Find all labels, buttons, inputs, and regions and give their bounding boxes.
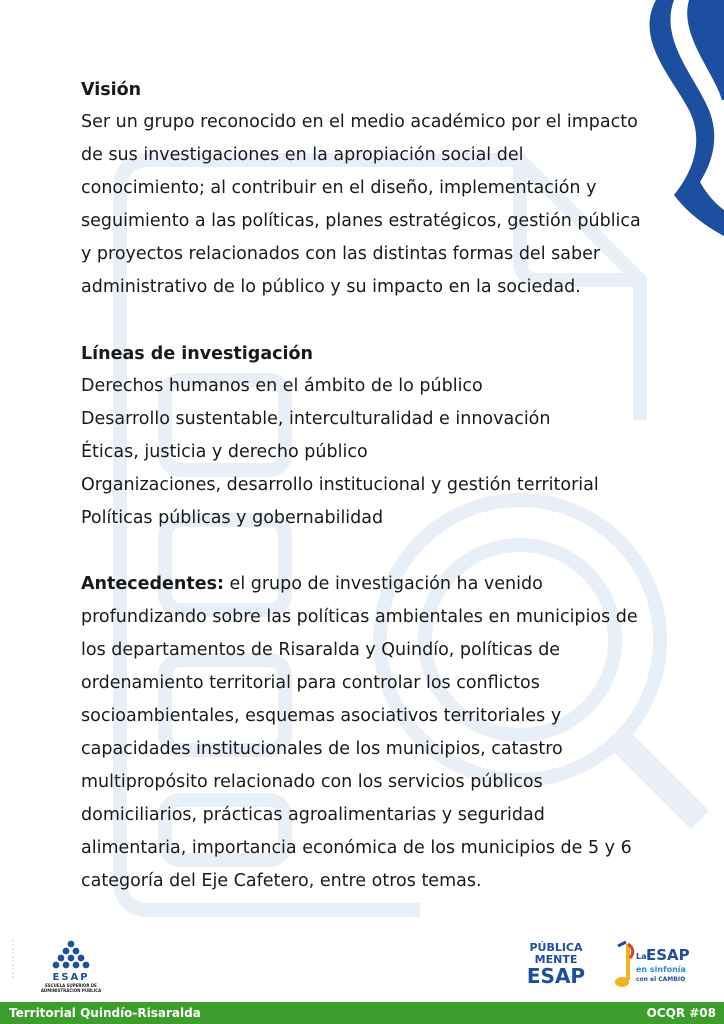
lineas-item: Organizaciones, desarrollo institucional y gestión territorial: [81, 475, 599, 495]
publica-text: PÚBLICA: [529, 941, 583, 954]
footer-logos: [0, 930, 724, 1000]
antecedentes-paragraph: [81, 568, 651, 898]
antecedentes-line: profundizando sobre las políticas ambientales en municipios de: [81, 607, 638, 627]
lineas-list: [81, 370, 651, 535]
sinfonia-cambio: con el CAMBIO: [636, 976, 686, 983]
vision-line: y proyectos relacionados con las distintas formas del saber: [81, 244, 601, 264]
footer-territorial: Territorial Quindío-Risaralda: [9, 1006, 201, 1020]
esap-sinfonia-logo: [610, 938, 700, 998]
antecedentes-line: categoría del Eje Cafetero, entre otros temas.: [81, 871, 482, 891]
vision-line: seguimiento a las políticas, planes estratégicos, gestión pública: [81, 211, 641, 231]
esap-logo: [36, 940, 106, 1000]
antecedentes-line: socioambientales, esquemas asociativos territoriales y: [81, 706, 562, 726]
mente-text: MENTE: [534, 953, 578, 966]
esap-sub-2: ADMINISTRACIÓN PÚBLICA: [40, 988, 102, 993]
vision-line: Ser un grupo reconocido en el medio académico por el impacto: [81, 112, 638, 132]
sinfonia-en: en sinfonía: [636, 965, 686, 974]
vision-line: administrativo de lo público y su impacto en la sociedad.: [81, 277, 581, 297]
antecedentes-line: domiciliarios, prácticas agroalimentarias y seguridad: [81, 805, 545, 825]
vision-line: de sus investigaciones en la apropiación social del: [81, 145, 524, 165]
esap-text: ESAP: [526, 964, 586, 988]
esap-sub-1: ESCUELA SUPERIOR DE: [45, 983, 97, 988]
antecedentes-line: alimentaria, importancia económica de los municipios de 5 y 6: [81, 838, 632, 858]
antecedentes-first-line: [81, 568, 651, 601]
esap-name: ESAP: [52, 972, 90, 983]
vision-line: conocimiento; al contribuir en el diseño, implementación y: [81, 178, 597, 198]
antecedentes-line: capacidades institucionales de los municipios, catastro: [81, 739, 563, 759]
antecedentes-text: el grupo de investigación ha venido: [223, 574, 543, 594]
vision-title: Visión: [81, 80, 142, 100]
document-body: [81, 74, 651, 898]
antecedentes-line: multipropósito relacionado con los servicios públicos: [81, 772, 543, 792]
vision-paragraph: [81, 106, 651, 304]
lineas-item: Éticas, justicia y derecho público: [81, 442, 368, 462]
music-note-icon: [610, 940, 636, 996]
sinfonia-esap: ESAP: [646, 946, 690, 964]
lineas-item: Derechos humanos en el ámbito de lo público: [81, 376, 483, 396]
publica-mente-logo: [520, 942, 592, 998]
sinfonia-la: La: [636, 952, 647, 961]
esap-pyramid-icon: [49, 940, 93, 970]
antecedentes-line: los departamentos de Risaralda y Quindío, políticas de: [81, 640, 561, 660]
antecedentes-line: ordenamiento territorial para controlar los conflictos: [81, 673, 540, 693]
antecedentes-label: Antecedentes:: [81, 574, 224, 594]
footer-issue-number: OCQR #08: [646, 1006, 716, 1020]
lineas-item: Políticas públicas y gobernabilidad: [81, 508, 384, 528]
lineas-item: Desarrollo sustentable, interculturalidad e innovación: [81, 409, 551, 429]
lineas-title: Líneas de investigación: [81, 344, 313, 364]
footer-bar: [0, 1002, 724, 1024]
